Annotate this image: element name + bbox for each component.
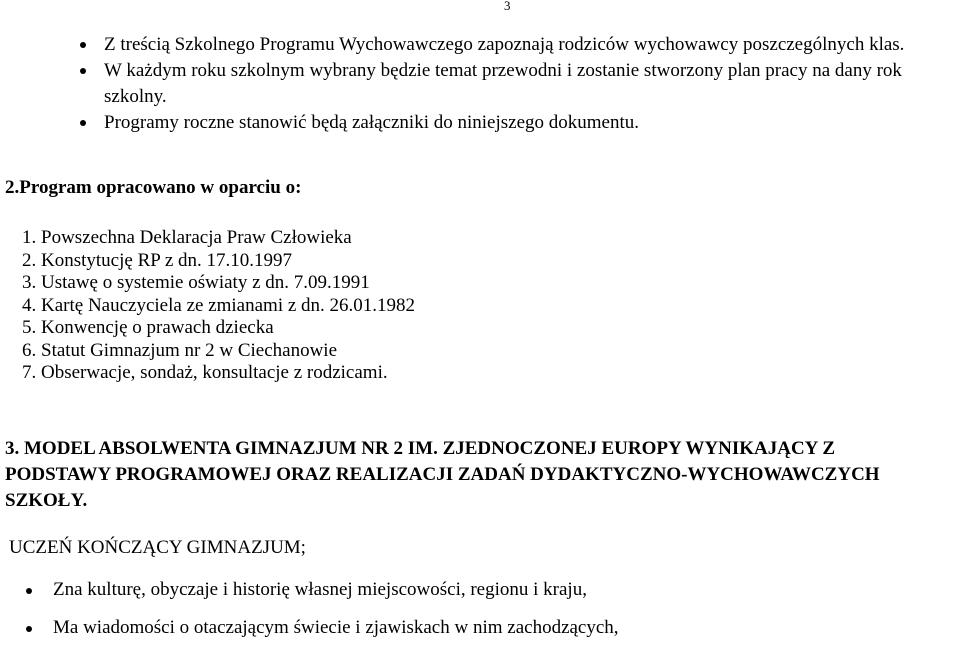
list-item-text: 7. Obserwacje, sondaż, konsultacje z rodzicami.: [22, 362, 388, 383]
section-heading: 2.Program opracowano w oparciu o:: [5, 177, 302, 198]
bullet-icon: [80, 42, 86, 48]
bottom-bullet-list: [0, 577, 960, 653]
list-item: [22, 295, 415, 318]
list-item: [0, 110, 960, 136]
list-item-text: Programy roczne stanowić będą załączniki do niniejszego dokumentu.: [104, 112, 639, 133]
list-item-text: Z treścią Szkolnego Programu Wychowawczego zapoznają rodziców wychowawcy poszczególnych klas.: [104, 34, 905, 55]
bullet-icon: [26, 588, 32, 594]
list-item: [0, 58, 960, 110]
bullet-icon: [26, 626, 32, 632]
page-number: 3: [504, 0, 511, 13]
list-item: [22, 340, 415, 363]
list-item: [22, 362, 415, 385]
list-item: [22, 272, 415, 295]
bullet-icon: [80, 68, 86, 74]
list-item-text: 1. Powszechna Deklaracja Praw Człowieka: [22, 227, 352, 248]
section-heading: 3. MODEL ABSOLWENTA GIMNAZJUM NR 2 IM. ZJEDNOCZONEJ EUROPY WYNIKAJĄCY Z PODSTAWY PROGRAMOWEJ ORAZ REALIZACJI ZADAŃ DYDAKTYCZNO-WYCHOWAWCZYCH SZKOŁY.: [5, 438, 880, 511]
numbered-list: [22, 227, 415, 385]
list-item-text: 2. Konstytucję RP z dn. 17.10.1997: [22, 249, 293, 271]
bullet-icon: [80, 120, 86, 126]
list-item-text: 3. Ustawę o systemie oświaty z dn. 7.09.1991: [22, 272, 370, 293]
list-item-text: W każdym roku szkolnym wybrany będzie temat przewodni i zostanie stworzony plan pracy na dany rok szkolny.: [104, 60, 902, 107]
list-item: [22, 250, 415, 273]
list-item-text: Ma wiadomości o otaczającym świecie i zjawiskach w nim zachodzących,: [53, 617, 619, 638]
list-item: [0, 577, 960, 603]
list-item: [0, 32, 960, 58]
list-item-text: 5. Konwencję o prawach dziecka: [22, 317, 274, 338]
list-item: [22, 317, 415, 340]
list-item-text: 6. Statut Gimnazjum nr 2 w Ciechanowie: [22, 339, 338, 361]
top-bullet-list: [0, 32, 960, 136]
graduate-label: UCZEŃ KOŃCZĄCY GIMNAZJUM;: [9, 537, 306, 558]
list-item-text: 4. Kartę Nauczyciela ze zmianami z dn. 26.01.1982: [22, 294, 416, 316]
list-item-text: Zna kulturę, obyczaje i historię własnej miejscowości, regionu i kraju,: [53, 579, 587, 600]
list-item: [0, 615, 960, 641]
list-item: [22, 227, 415, 250]
